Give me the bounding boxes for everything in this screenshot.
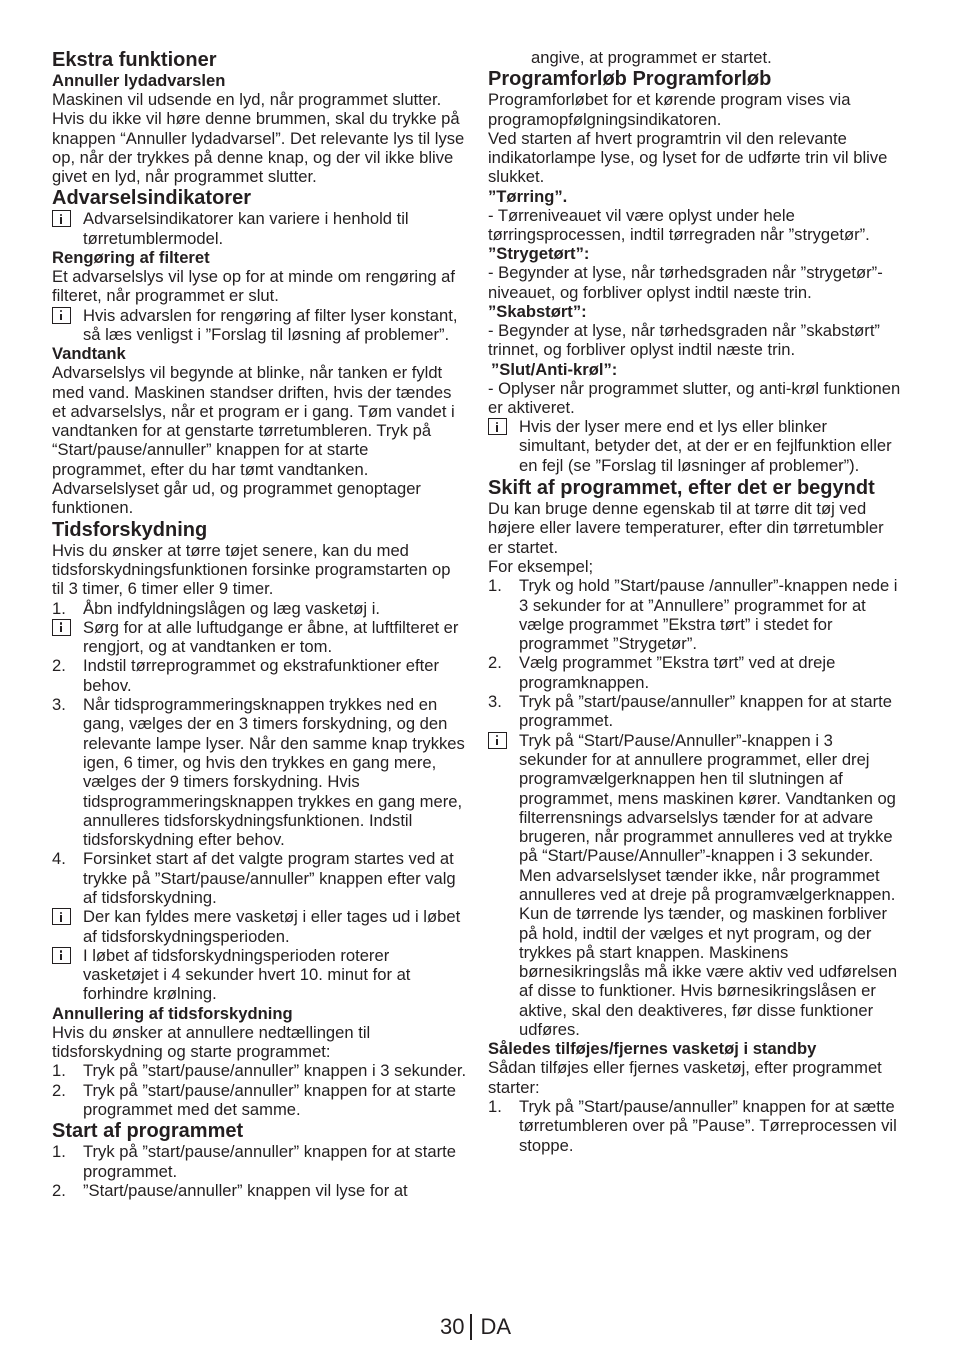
list-item [52, 1181, 467, 1200]
paragraph: Et advarselslys vil lyse op for at minde om rengøring af filteret, når programmet er slut. [52, 267, 456, 306]
paragraph: Ved starten af hvert programtrin vil den relevante indikatorlampe lyse, og lyset for de udførte trin vil blive slukket. [488, 128, 888, 187]
note [52, 209, 467, 248]
paragraph: Maskinen vil udsende en lyd, når programmet slutter. Hvis du ikke vil høre denne brummen, skal du trykke på knappen “Annuller lydadvarsel”. Det relevante lys til lyse op, når der trykkes på denne knap, og der vil ikke blive givet en lyd, når programmet slutter. [52, 90, 465, 187]
subsection-title-filter-cleaning: Rengøring af filteret [52, 248, 210, 268]
paragraph: For eksempel; [488, 556, 594, 576]
section-title-time-delay: Tidsforskydning [52, 518, 208, 541]
note [488, 417, 902, 475]
note-text: Hvis der lyser mere end et lys eller blinker simultant, betyder det, at der er en fejlfunktion eller en fejl (se ”Forslag til løsninger af problemer”). [519, 417, 892, 475]
list-item [488, 1097, 902, 1155]
list-number: 3. [52, 695, 66, 715]
info-icon [52, 210, 71, 227]
paragraph: Hvis du ønsker at annullere nedtællingen til tidsforskydning og starte programmet: [52, 1022, 371, 1062]
page-footer [440, 1314, 511, 1340]
list-item [52, 1081, 467, 1120]
list-item [52, 695, 467, 849]
list-number: 3. [488, 692, 502, 712]
subsection-title-cupboard-dry: ”Skabstørt”: [488, 301, 587, 321]
subsection-title-drying: ”Tørring”. [488, 186, 568, 206]
list-number: 2. [52, 1080, 66, 1100]
subsection-title-iron-dry: ”Strygetørt”: [488, 244, 590, 264]
paragraph-continuation: angive, at programmet er startet. [531, 48, 772, 67]
paragraph: Du kan bruge denne egenskab til at tørre dit tøj ved højere eller lavere temperaturer, efter din tørretumbler er startet. [488, 499, 884, 557]
paragraph: - Tørreniveauet vil være oplyst under hele tørringsprocessen, indtil tørregraden når ”strygetør”. [488, 205, 870, 245]
paragraph: Hvis du ønsker at tørre tøjet senere, kan du med tidsforskydningsfunktionen forsinke programstarten op til 3 timer, 6 timer eller 9 timer. [52, 540, 451, 599]
list-item [52, 656, 467, 695]
note-text: Der kan fyldes mere vasketøj i eller tages ud i løbet af tidsforskydningsperioden. [83, 907, 461, 946]
note [488, 731, 902, 1040]
list-number: 1. [52, 1142, 66, 1162]
list-item [488, 653, 902, 692]
info-icon [52, 619, 71, 636]
note-text: Hvis advarslen for rengøring af filter lyser konstant, så læs venligst i ”Forslag til løsning af problemer”. [83, 305, 458, 344]
section-title-start-program: Start af programmet [52, 1120, 244, 1143]
paragraph: Sådan tilføjes eller fjernes vasketøj, efter programmet starter: [488, 1058, 882, 1097]
list-number: 2. [52, 1180, 66, 1200]
note [52, 946, 467, 1004]
list-item [488, 692, 902, 731]
subsection-title-add-remove-laundry: Således tilføjes/fjernes vasketøj i standby [488, 1039, 817, 1059]
list-text: Tryk på ”Start/pause/annuller” knappen for at sætte tørretumbleren over på ”Pause”. Tørreprocessen vil stoppe. [519, 1096, 897, 1155]
list-text: Vælg programmet ”Ekstra tørt” ved at dreje programknappen. [519, 653, 836, 692]
note-text: I løbet af tidsforskydningsperioden roterer vasketøjet i 4 sekunder hvert 10. minut for at forhindre krølning. [83, 945, 411, 1004]
language-code: DA [480, 1314, 512, 1339]
list-text: Tryk på ”start/pause/annuller” knappen for at starte programmet med det samme. [83, 1080, 456, 1119]
list-number: 2. [488, 653, 502, 673]
list-item [52, 1142, 467, 1181]
section-title-extra-functions: Ekstra funktioner [52, 49, 217, 71]
list-number: 1. [488, 576, 502, 596]
subsection-title-end-anti-crease: ”Slut/Anti-krøl”: [491, 359, 618, 379]
list-text: Tryk og hold ”Start/pause /annuller”-knappen nede i 3 sekunder for at ”Annullere” programmet for at vælge programmet ”Ekstra tørt” i stedet for programmet ”Strygetør”. [519, 576, 898, 654]
paragraph: Programforløbet for et kørende program vises via programopfølgningsindikatoren. [488, 90, 851, 129]
info-icon [488, 732, 507, 749]
list-text: Tryk på ”start/pause/annuller” knappen for at starte programmet. [519, 692, 892, 731]
paragraph: Advarselslys vil begynde at blinke, når tanken er fyldt med vand. Maskinen standser driften, hvis der tændes et advarselslys, når et program er i gang. Tøm vandet i vandtanken for at genstarte tørretumbleren. Tryk på “Start/pause/annuller” knappen for at starte programmet, efter du har tømt vandtanken. Advarselslyset går ud, og programmet genoptager funktionen. [52, 363, 455, 518]
page-number: 30 [440, 1314, 465, 1339]
list-text: Tryk på ”start/pause/annuller” knappen i 3 sekunder. [83, 1061, 467, 1081]
note-text: Tryk på “Start/Pause/Annuller”-knappen i 3 sekunder for at annullere programmet, eller drej programvælgerknappen hen til slutningen af programmet, mens maskinen kører. Vandtanken og filterrensnings advarselslys tænder for at advare brugeren, når programmet annulleres ved at trykke på “Start/Pause/Annuller”-knappen i 3 sekunder. Men advarselslyset tænder ikke, når programmet annulleres ved at dreje på programvælgerknappen. Kun de tørrende lys tænder, og maskinen forbliver på hold, indtil der vælges et nyt program, og der trykkes på start knappen. Maskinens børnesikringslås må ikke være aktiv ved udførelsen af disse to funktioner. Hvis børnesikringslåsen er aktive, skal den deaktiveres, før disse funktioner udføres. [519, 730, 898, 1040]
section-title-change-program: Skift af programmet, efter det er begyndt [488, 477, 875, 500]
list-text: Indstil tørreprogrammet og ekstrafunktioner efter behov. [83, 656, 439, 695]
paragraph: - Oplyser når programmet slutter, og anti-krøl funktionen er aktiveret. [488, 378, 901, 417]
list-number: 4. [52, 849, 66, 869]
note-text: Sørg for at alle luftudgange er åbne, at luftfilteret er rengjort, og at vandtanken er tom. [83, 617, 459, 657]
list-number: 1. [488, 1096, 502, 1116]
list-text: Forsinket start af det valgte program startes ved at trykke på ”Start/pause/annuller” knappen efter valg af tidsforskydning. [83, 849, 456, 907]
note-text: Advarselsindikatorer kan variere i henhold til tørretumblermodel. [83, 209, 409, 248]
list-item [488, 576, 902, 653]
list-number: 2. [52, 656, 66, 676]
section-title-program-progress: Programforløb Programforløb [488, 68, 772, 91]
list-text: Åbn indfyldningslågen og læg vasketøj i. [83, 598, 381, 618]
paragraph: - Begynder at lyse, når tørhedsgraden når ”skabstørt” trinnet, og forbliver oplyst indtil næste trin. [488, 320, 880, 360]
subsection-title-water-tank: Vandtank [52, 344, 126, 364]
left-column [52, 48, 467, 1200]
note [52, 306, 467, 345]
list-item [52, 849, 467, 907]
section-title-warning-indicators: Advarselsindikatorer [52, 187, 251, 210]
right-column [488, 48, 902, 1155]
paragraph: - Begynder at lyse, når tørhedsgraden når ”strygetør”-niveauet, og forbliver oplyst indtil næste trin. [488, 263, 883, 302]
subsection-title-cancel-time-delay: Annullering af tidsforskydning [52, 1003, 293, 1023]
list-item [52, 1061, 467, 1080]
list-item [52, 599, 467, 618]
list-text: ”Start/pause/annuller” knappen vil lyse for at [83, 1180, 408, 1200]
info-icon [52, 307, 71, 324]
info-icon [488, 418, 507, 435]
list-text: Når tidsprogrammeringsknappen trykkes ned en gang, vælges der en 3 timers forskydning, og den relevante lampe lyser. Når den samme knap trykkes igen, 6 timer, og hvis den trykkes en gang mere, vælges der 9 timers forskydning. Hvis tidsprogrammeringsknappen trykkes en gang mere, annulleres tidsforskydningsfunktionen. Indstil tidsforskydning efter behov. [83, 695, 465, 850]
info-icon [52, 947, 71, 964]
note [52, 618, 467, 657]
footer-divider [470, 1314, 472, 1340]
list-number: 1. [52, 598, 66, 618]
subsection-title-cancel-sound: Annuller lydadvarslen [52, 71, 226, 90]
info-icon [52, 908, 71, 925]
list-text: Tryk på ”start/pause/annuller” knappen for at starte programmet. [83, 1142, 456, 1181]
list-number: 1. [52, 1061, 66, 1081]
note [52, 907, 467, 946]
